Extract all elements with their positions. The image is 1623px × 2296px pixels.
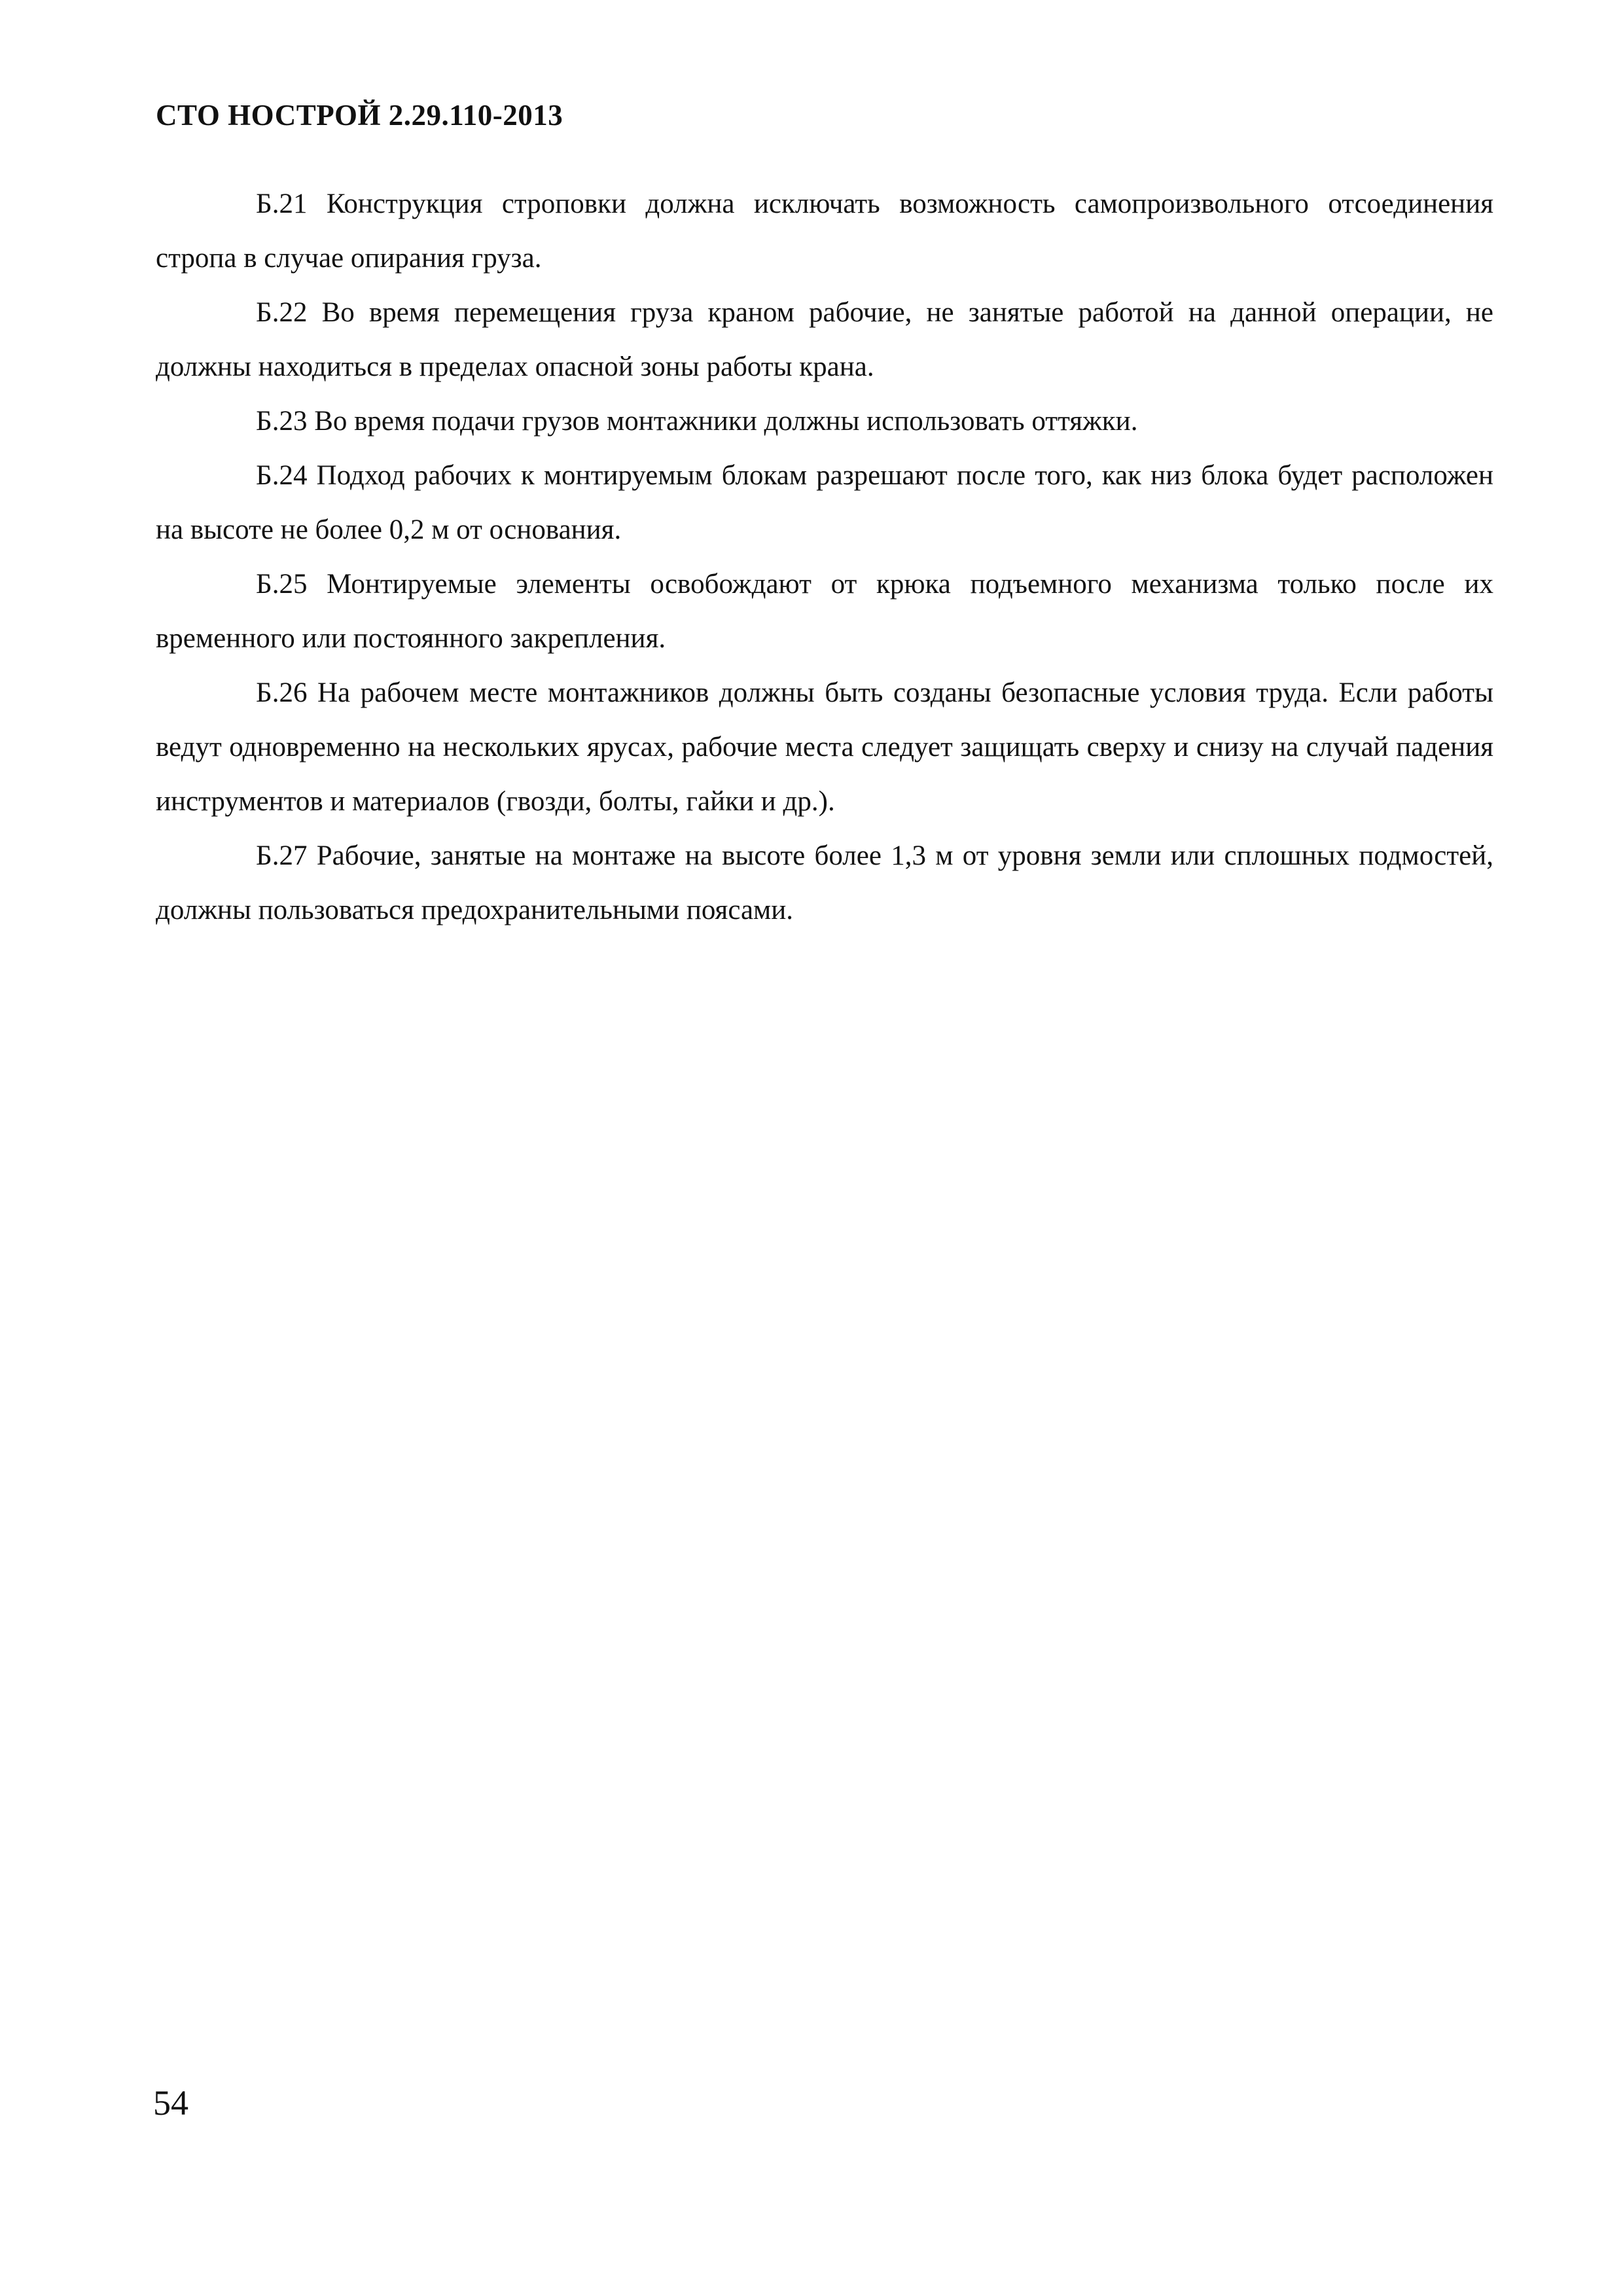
paragraph-b25: Б.25 Монтируемые элементы освобождают от крюка подъемного механизма только после их временного или постоянного закрепления. — [156, 569, 1493, 654]
paragraph-b22: Б.22 Во время перемещения груза краном рабочие, не занятые работой на данной операции, не должны находиться в пределах опасной зоны работы крана. — [156, 297, 1493, 382]
paragraph-b27: Б.27 Рабочие, занятые на монтаже на высоте более 1,3 м от уровня земли или сплошных подмостей, должны пользоваться предохранительными поясами. — [156, 840, 1493, 925]
paragraph-b21: Б.21 Конструкция строповки должна исключать возможность самопроизвольного отсоединения стропа в случае опирания груза. — [156, 188, 1493, 274]
document-body — [156, 177, 1493, 937]
document-header: СТО НОСТРОЙ 2.29.110-2013 — [156, 99, 563, 132]
paragraph-b24: Б.24 Подход рабочих к монтируемым блокам разрешают после того, как низ блока будет расположен на высоте не более 0,2 м от основания. — [156, 460, 1493, 545]
paragraph-b26: Б.26 На рабочем месте монтажников должны быть созданы безопасные условия труда. Если работы ведут одновременно на нескольких ярусах, рабочие места следует защищать сверху и снизу на случай падения инструментов и материалов (гвозди, болты, гайки и др.). — [156, 677, 1493, 817]
paragraph-b23: Б.23 Во время подачи грузов монтажники должны использовать оттяжки. — [256, 406, 1138, 437]
page-number: 54 — [153, 2083, 188, 2123]
